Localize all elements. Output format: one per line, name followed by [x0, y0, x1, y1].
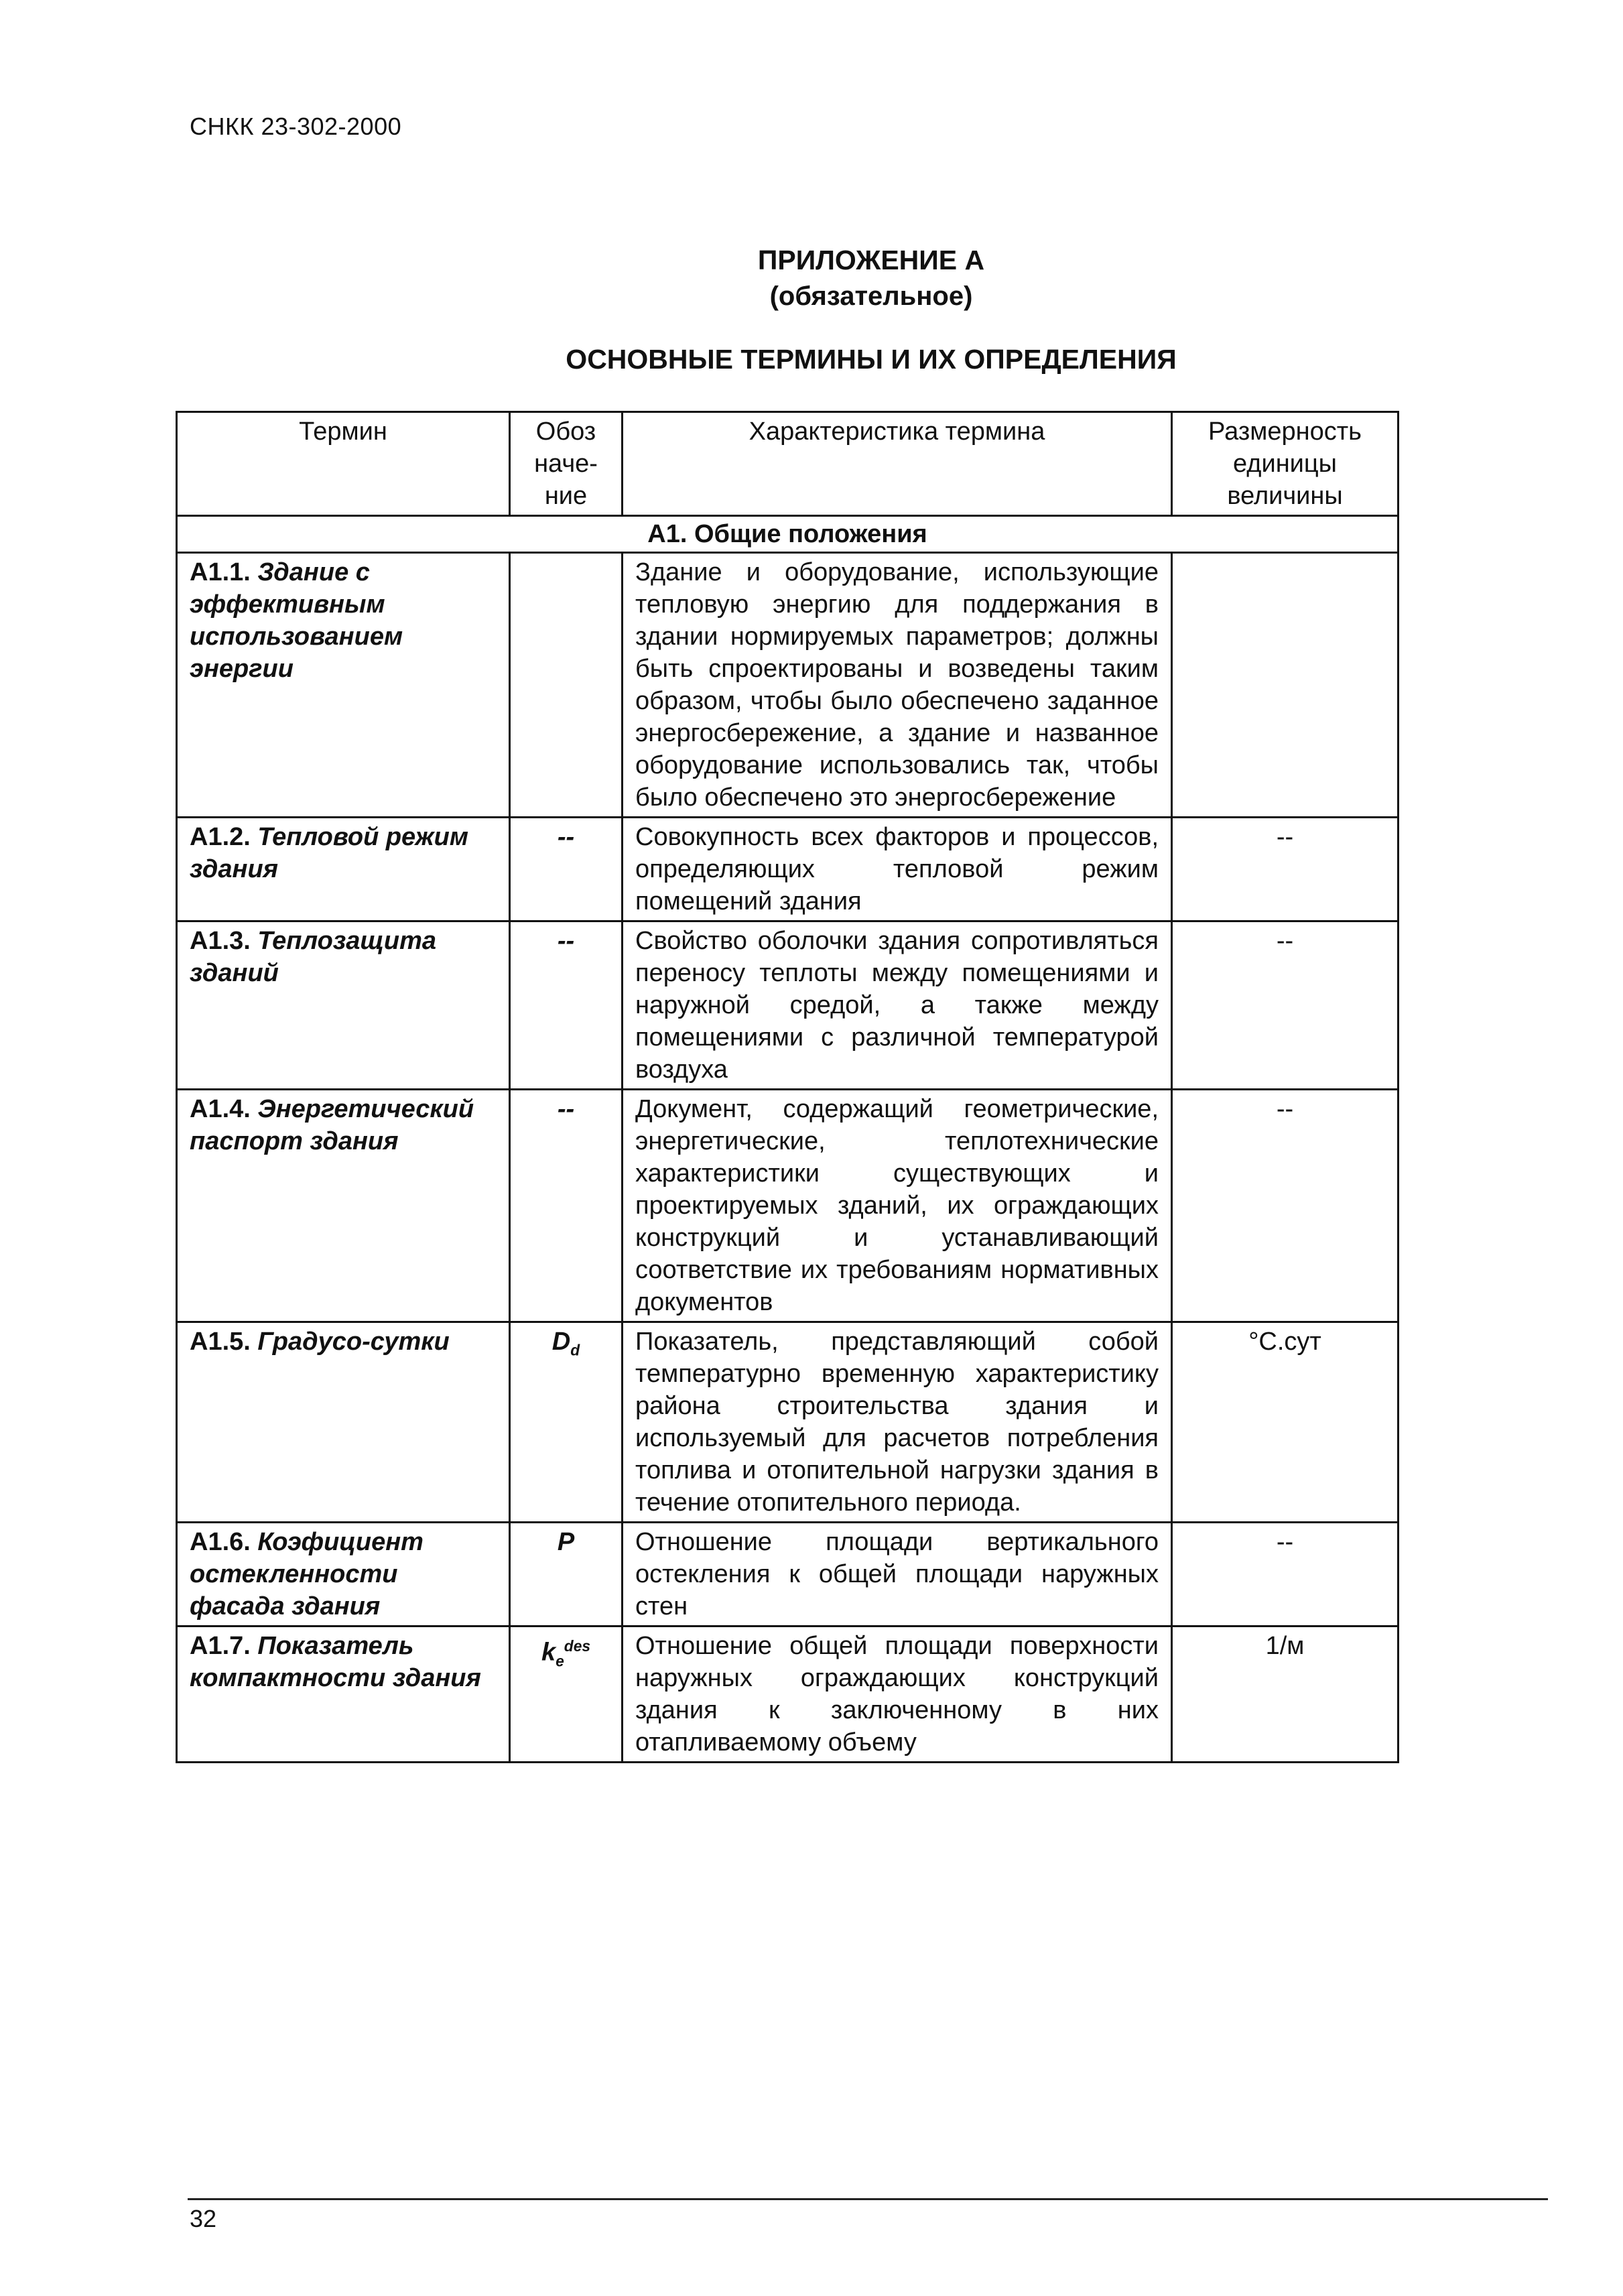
unit-cell: -- [1172, 1090, 1399, 1322]
header-term: Термин [177, 412, 510, 516]
symbol-cell [510, 1322, 623, 1523]
table-row [177, 1322, 1399, 1523]
symbol-value: D [551, 1328, 571, 1356]
term-cell [177, 1322, 510, 1523]
section-heading: А1. Общие положения [177, 516, 1399, 553]
definition-cell: Здание и оборудование, использующие тепловую энергию для поддержания в здании нормируемых параметров; должны быть спроектированы и возведены таким образом, чтобы было обеспечено заданное энергосбережение, а здание и названное оборудование использовались так, чтобы было обеспечено это энергосбережение [623, 553, 1172, 818]
section-title: ОСНОВНЫЕ ТЕРМИНЫ И ИХ ОПРЕДЕЛЕНИЯ [566, 344, 1177, 375]
table-row [177, 1627, 1399, 1763]
symbol-cell [510, 1627, 623, 1763]
appendix-subtitle: (обязательное) [769, 281, 973, 311]
section-row [177, 516, 1399, 553]
definition-cell: Документ, содержащий геометрические, энергетические, теплотехнические характеристики существующих и проектируемых зданий, их ограждающих конструкций и устанавливающий соответствие их требованиям нормативных документов [623, 1090, 1172, 1322]
table-row [177, 1523, 1399, 1627]
term-cell [177, 818, 510, 921]
definition-cell: Показатель, представляющий собой температурно временную характеристику района строительства здания и используемый для расчетов потребления топлива и отопительной нагрузки здания в течение отопительного периода. [623, 1322, 1172, 1523]
table-row [177, 553, 1399, 818]
term-name: Энергетический паспорт здания [190, 1095, 474, 1155]
table-row [177, 818, 1399, 921]
term-name: Теплозащита зданий [190, 927, 437, 987]
term-cell [177, 1523, 510, 1627]
symbol-cell [510, 1090, 623, 1322]
symbol-cell [510, 553, 623, 818]
unit-cell: -- [1172, 921, 1399, 1090]
page-number: 32 [190, 2205, 217, 2232]
table-header-row [177, 412, 1399, 516]
term-cell [177, 921, 510, 1090]
symbol-cell [510, 1523, 623, 1627]
terms-table [176, 411, 1399, 1763]
term-cell [177, 553, 510, 818]
term-number: А1.5. [190, 1328, 251, 1356]
table-row [177, 1090, 1399, 1322]
header-symbol: Обоз наче- ние [510, 412, 623, 516]
term-name: Градусо-сутки [257, 1328, 450, 1356]
term-cell [177, 1627, 510, 1763]
document-code: СНКК 23-302-2000 [190, 113, 402, 140]
unit-cell: °С.сут [1172, 1322, 1399, 1523]
definition-cell: Отношение общей площади поверхности наружных ограждающих конструкций здания к заключенному в них отапливаемому объему [623, 1627, 1172, 1763]
footer-divider [188, 2198, 1548, 2200]
term-number: А1.7. [190, 1632, 251, 1660]
term-number: А1.4. [190, 1095, 251, 1123]
symbol-value: P [557, 1528, 575, 1556]
appendix-title: ПРИЛОЖЕНИЕ А [757, 245, 985, 275]
symbol-superscript: des [564, 1637, 591, 1655]
symbol-value: -- [557, 1095, 575, 1123]
term-name: Здание с эффективным использованием энергии [190, 558, 403, 683]
symbol-cell [510, 818, 623, 921]
term-number: А1.6. [190, 1528, 251, 1556]
symbol-subscript: d [570, 1341, 580, 1359]
unit-cell: -- [1172, 818, 1399, 921]
definition-cell: Совокупность всех факторов и процессов, определяющих тепловой режим помещений здания [623, 818, 1172, 921]
term-number: А1.1. [190, 558, 251, 586]
unit-cell [1172, 553, 1399, 818]
unit-cell: 1/м [1172, 1627, 1399, 1763]
term-number: А1.3. [190, 927, 251, 955]
symbol-subscript: e [556, 1652, 564, 1670]
symbol-cell [510, 921, 623, 1090]
definition-cell: Свойство оболочки здания сопротивляться переносу теплоты между помещениями и наружной средой, а также между помещениями с различной температурой воздуха [623, 921, 1172, 1090]
symbol-value: k [541, 1638, 556, 1667]
table-row [177, 921, 1399, 1090]
term-cell [177, 1090, 510, 1322]
symbol-value: -- [557, 927, 575, 955]
term-number: А1.2. [190, 823, 251, 851]
header-unit: Размерность единицы величины [1172, 412, 1399, 516]
definition-cell: Отношение площади вертикального остекления к общей площади наружных стен [623, 1523, 1172, 1627]
unit-cell: -- [1172, 1523, 1399, 1627]
term-name: Показатель компактности здания [190, 1632, 481, 1692]
symbol-value: -- [557, 823, 575, 851]
term-name: Тепловой режим здания [190, 823, 468, 883]
term-name: Коэфициент остекленности фасада здания [190, 1528, 424, 1620]
header-characteristic: Характеристика термина [623, 412, 1172, 516]
